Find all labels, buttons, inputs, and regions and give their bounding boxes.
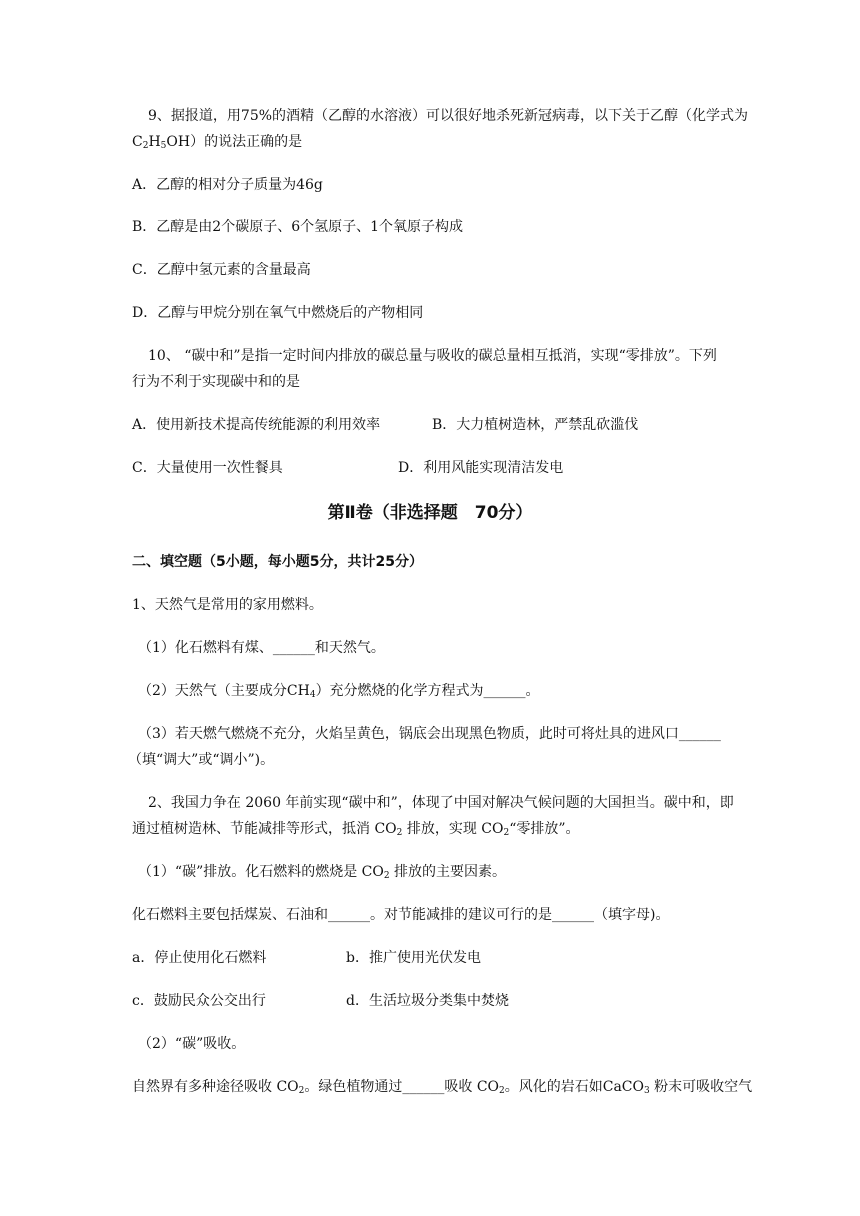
f1-part3-line2: （填“调大”或“调小”)。 [128,752,275,768]
q10-option-a: A．使用新技术提高传统能源的利用效率 [132,417,381,433]
section-title: 第Ⅱ卷（非选择题 70分） [327,503,533,523]
q9-option-c: C．乙醇中氢元素的含量最高 [132,262,311,278]
f2-stem-line1: 2、我国力争在 2060 年前实现“碳中和”，体现了中国对解决气候问题的大国担当。碳中和，即 [148,795,734,811]
f2-part1-line2: 化石燃料主要包括煤炭、石油和______。对节能减排的建议可行的是______（填字母)。 [132,907,670,923]
q10-option-c: C．大量使用一次性餐具 [132,460,283,476]
q9-stem-line1: 9、据报道，用75%的酒精（乙醇的水溶液）可以很好地杀死新冠病毒，以下关于乙醇（化学式为 [148,108,749,124]
f2-part2-line: 自然界有多种途径吸收 $CO_2$。绿色植物通过______吸收 $CO_2$。风化的岩石如CaCO$_3$ 粉末可吸收空气 [132,1079,753,1096]
f2-part1: （1）“碳”排放。化石燃料的燃烧是 $CO_2$ 排放的主要因素。 [138,864,507,881]
f1-stem: 1、天然气是常用的家用燃料。 [132,597,323,613]
q10-option-b: B．大力植树造林，严禁乱砍滥伐 [432,417,639,433]
f1-part1: （1）化石燃料有煤、______和天然气。 [138,640,385,656]
q9-option-b: B．乙醇是由2个碳原子、6个氢原子、1个氧原子构成 [132,219,464,235]
f2-option-b: b．推广使用光伏发电 [346,950,481,966]
f1-part3-line1: （3）若天燃气燃烧不充分，火焰呈黄色，锅底会出现黑色物质，此时可将灶具的进风口______ [138,726,721,742]
f2-stem-line2: 通过植树造林、节能减排等形式，抵消 $CO_2$ 排放，实现 $CO_2“$零排放”。 [132,821,580,838]
f1-part2: （2）天然气（主要成分$CH_4$）充分燃烧的化学方程式为______。 [138,683,540,700]
section-heading: 二、填空题（5小题，每小题5分，共计25分） [132,554,423,570]
f2-option-c: c．鼓励民众公交出行 [132,993,266,1009]
q9-option-a: A．乙醇的相对分子质量为46g [132,177,323,193]
q10-option-d: D．利用风能实现清洁发电 [398,460,564,476]
q9-option-d: D．乙醇与甲烷分别在氧气中燃烧后的产物相同 [132,305,424,321]
q10-stem-line1: 10、 “碳中和”是指一定时间内排放的碳总量与吸收的碳总量相互抵消，实现“零排放”。下列 [148,348,717,364]
f2-option-a: a．停止使用化石燃料 [132,950,267,966]
q9-stem-line2: $C_2H_5OH$）的说法正确的是 [132,134,303,151]
q10-stem-line2: 行为不利于实现碳中和的是 [132,374,300,390]
f2-part2: （2）“碳”吸收。 [138,1036,246,1052]
f2-option-d: d．生活垃圾分类集中焚烧 [346,993,509,1009]
